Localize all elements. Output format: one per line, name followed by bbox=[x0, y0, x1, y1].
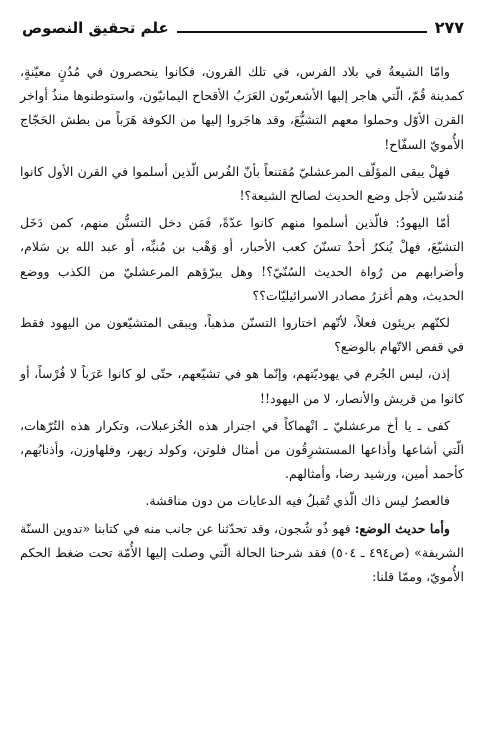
paragraph-text: لكنّهم بريئون فعلاً، لأنّهم اختاروا التسنّن مذهباً، ويبقى المتشيّعون من اليهود فقط في قفص الاتّهام بالوضع؟ bbox=[20, 315, 464, 355]
paragraph-3 bbox=[20, 211, 464, 308]
paragraph-text: أمّا اليهودُ: فالّذين أسلموا منهم كانوا عدّةً، فَمَن دخل التسنُّن منهم، كمن دَخَل التشيّعَ، فهلْ يُنكرُ أحدٌ تسنّنَ كعب الأحبار، أو وَهْب بن مُنبِّه، أو عبد الله بن سَلام، وأضرابهم من رُواة الحديث السُنّيّ؟! وهل يبرّؤهم المرعشليّ من الكذب ووضع الحديث، وهم أغزرُ مصادر الاسرائيليّات؟؟ bbox=[20, 215, 464, 303]
running-header-title: علم تحقيق النصوص bbox=[22, 19, 169, 37]
paragraph-text: فهو ذُو شُجون، وقد تحدّثنا عن جانب منه في كتابنا «تدوين السنّة الشريفة» (ص٤٩٤ ـ ٥٠٤) فقد شرحنا الحالة الّتي وصلت إليها الأُمّة تحت ضغط الحكم الأُمويّ، وممّا قلنا: bbox=[20, 520, 464, 585]
page-body bbox=[20, 60, 464, 592]
paragraph-1 bbox=[20, 60, 464, 157]
header-rule bbox=[177, 31, 427, 33]
paragraph-text: وامّا الشيعةُ في بلاد الفرس، في تلك القرون، فكانوا ينحصرون في مُدُنٍ معيّنةٍ، كمدينة قُمّ، الّتي هاجر إليها الأشعريّون العَرَبُ الأقحاح اليمانيّون، واستوطنوها منذُ أواخر القرن الأوّل وحملوا معهم التشيُّعَ، وقد هاجَروا إليها من الكوفة هَرَباً من بطش الحَجّاج الأُمويّ السفّاح! bbox=[20, 64, 464, 152]
paragraph-7 bbox=[20, 489, 464, 513]
paragraph-lead: وأما حديث الوضع: bbox=[354, 520, 450, 536]
paragraph-6 bbox=[20, 414, 464, 487]
paragraph-text: فالعصرُ ليس ذاك الّذي تُقبلُ فيه الدعايات من دون مناقشة. bbox=[145, 493, 450, 509]
paragraph-4 bbox=[20, 311, 464, 359]
paragraph-text: فهلْ يبقى المؤلّف المرعشليّ مُقتنعاً بأنّ الفُرس الّذين أسلموا في القرن الأول كانوا مُندسّين لأجل وضع الحديث لصالح الشيعة؟! bbox=[20, 163, 464, 204]
paragraph-5 bbox=[20, 362, 464, 410]
paragraph-text: إذن، ليس الجُرم في يهوديّتهم، وإنّما هو في تشيّعهم، حتّى لو كانوا عَرَباً لا فُرْساً، أو كانوا من قريش والأنصار، لا من اليهود!! bbox=[20, 366, 464, 406]
paragraph-text: كفى ـ يا أخ مرعشليّ ـ انْهماكاً في اجترار هذه الخُزعبلات، وتكرار هذه التُرّهات، الّتي أشاعها وأذاعها المستشرِقُون من أمثال فلوتن، وكولد زيهر، وفلهاوزن، وأذنابُهم، كأحمد أمين، ورشيد رضا، وأمثالهم. bbox=[20, 417, 464, 482]
paragraph-8 bbox=[20, 517, 464, 590]
running-header bbox=[22, 14, 464, 38]
paragraph-2 bbox=[20, 160, 464, 208]
page-number: ٢٧٧ bbox=[434, 18, 464, 37]
